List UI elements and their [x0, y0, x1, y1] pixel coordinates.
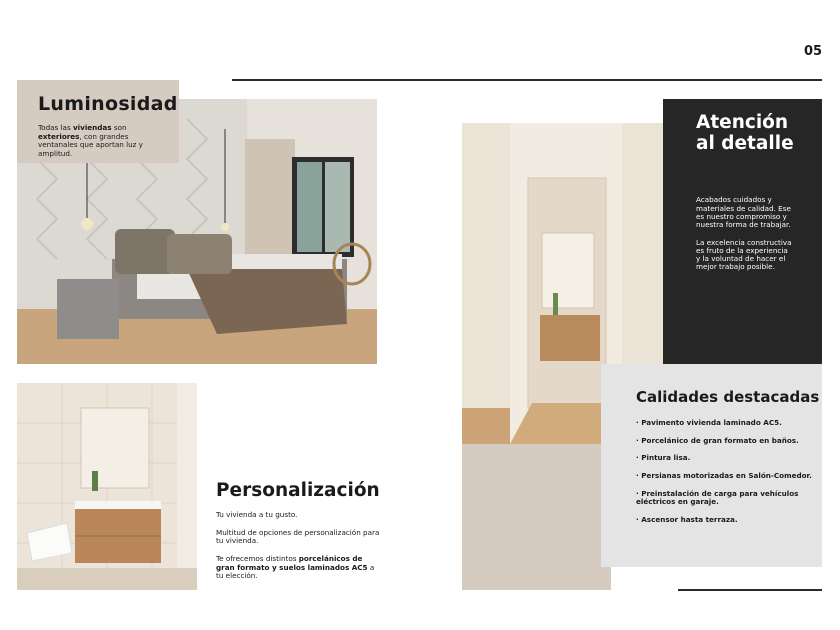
list-item: · Pavimento vivienda laminado AC5. [636, 418, 782, 427]
list-item: · Porcelánico de gran formato en baños. [636, 435, 799, 445]
page-number: 05 [804, 44, 823, 59]
personalizacion-p3: Te ofrecemos distintos porcelánicos de gran formato y suelos laminados AC5 a tu elección. [216, 553, 375, 581]
luminosidad-text: Todas las viviendas son exteriores, con grandes ventanales que aportan luz y amplitud. [38, 122, 143, 158]
bottom-divider [678, 589, 822, 591]
bathroom-photo [17, 383, 197, 590]
personalizacion-title: Personalización [216, 480, 380, 501]
personalizacion-text [216, 511, 381, 590]
beige-accent-block [462, 444, 611, 590]
calidades-list [636, 419, 822, 524]
luminosidad-panel [17, 80, 179, 163]
list-item: · Pintura lisa. [636, 453, 691, 463]
calidades-panel [601, 364, 822, 567]
personalizacion-p2: Multitud de opciones de personalización para tu vivienda. [216, 527, 380, 546]
luminosidad-title: Luminosidad [38, 93, 178, 115]
atencion-p2: La excelencia constructiva es fruto de la experiencia y la voluntad de hacer el mejor trabajo posible. [696, 237, 792, 272]
list-item: · Ascensor hasta terraza. [636, 514, 738, 524]
list-item: · Preinstalación de carga para vehículos eléctricos en garaje. [636, 488, 799, 507]
atencion-title: Atención al detalle [696, 112, 794, 154]
atencion-p1: Acabados cuidados y materiales de calidad. Ese es nuestro compromiso y nuestra forma de trabajar. [696, 195, 791, 230]
top-divider [232, 79, 822, 81]
atencion-text [696, 196, 794, 271]
calidades-title: Calidades destacadas [636, 388, 820, 406]
personalizacion-p1: Tu vivienda a tu gusto. [216, 510, 298, 519]
atencion-panel [663, 99, 822, 365]
list-item: · Persianas motorizadas en Salón-Comedor. [636, 470, 812, 480]
